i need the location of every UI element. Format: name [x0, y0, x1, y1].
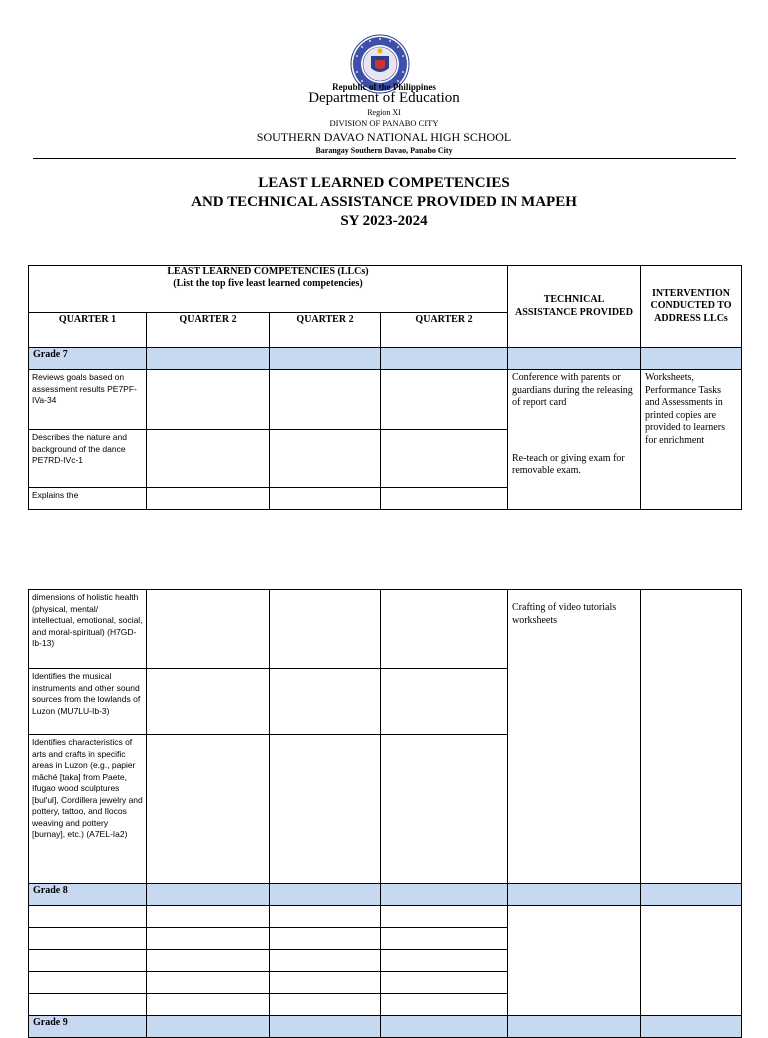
- competency-cell: Describes the nature and background of the dance PE7RD-IVc-1: [29, 430, 147, 488]
- technical-assistance-cell: [508, 370, 641, 510]
- competency-cell: Identifies the musical instruments and other sound sources from the lowlands of Luzon (MU7LU-Ib-3): [29, 669, 147, 735]
- llc-header: [29, 266, 508, 313]
- header-divider: [33, 158, 736, 159]
- grade-9-label: Grade 9: [29, 1016, 147, 1038]
- region-text: Region XI: [367, 108, 401, 117]
- grade-row: [29, 1016, 742, 1038]
- quarter-header-4: QUARTER 2: [381, 313, 508, 348]
- document-title-line2: AND TECHNICAL ASSISTANCE PROVIDED IN MAPEH: [191, 194, 577, 210]
- technical-assistance-item: Re-teach or giving exam for removable exam.: [512, 452, 625, 476]
- llc-table-part1: [28, 265, 742, 510]
- grade-8-label: Grade 8: [29, 884, 147, 906]
- llc-table-part2: [28, 589, 742, 1038]
- document-title-line3: SY 2023-2024: [340, 213, 428, 229]
- intervention-header: INTERVENTION CONDUCTED TO ADDRESS LLCs: [641, 266, 742, 348]
- table-row: [29, 906, 742, 928]
- table-row: [29, 590, 742, 669]
- school-address: Barangay Southern Davao, Panabo City: [315, 146, 453, 155]
- table-row: [29, 370, 742, 430]
- intervention-cell: Worksheets, Performance Tasks and Assessments in printed copies are provided to learners for enrichment: [641, 370, 742, 510]
- quarter-header-1: QUARTER 1: [29, 313, 147, 348]
- department-name: Department of Education: [308, 90, 460, 106]
- llc-header-title: LEAST LEARNED COMPETENCIES (LLCs): [167, 266, 369, 277]
- republic-text: Republic of the Philippines: [332, 82, 436, 92]
- document-title-line1: LEAST LEARNED COMPETENCIES: [258, 175, 510, 191]
- competency-cell: Reviews goals based on assessment results PE7PF-IVa-34: [29, 370, 147, 430]
- grade-row: [29, 348, 742, 370]
- technical-assistance-cell: [508, 906, 641, 1016]
- intervention-cell: [641, 590, 742, 884]
- technical-assistance-item: Conference with parents or guardians during the releasing of report card: [512, 372, 633, 408]
- division-text: DIVISION OF PANABO CITY: [329, 118, 439, 128]
- technical-assistance-header: TECHNICAL ASSISTANCE PROVIDED: [508, 266, 641, 348]
- technical-assistance-cell: Crafting of video tutorials worksheets: [508, 590, 641, 884]
- quarter-header-3: QUARTER 2: [270, 313, 381, 348]
- llc-header-subtitle: (List the top five least learned competencies): [173, 278, 363, 289]
- competency-cell: dimensions of holistic health (physical, mental/ intellectual, emotional, social, and moral-spiritual) (H7GD-Ib-13): [29, 590, 147, 669]
- competency-cell: Identifies characteristics of arts and crafts in specific areas in Luzon (e.g., papier mâché [taka] from Paete, Ifugao wood sculptures [bul'ul], Cordillera jewelry and pottery, tattoo, and Ilocos weaving and pottery [burnay], etc.) (A7EL-Ia2): [29, 735, 147, 884]
- grade-7-label: Grade 7: [29, 348, 147, 370]
- quarter-header-2: QUARTER 2: [147, 313, 270, 348]
- grade-row: [29, 884, 742, 906]
- school-name: SOUTHERN DAVAO NATIONAL HIGH SCHOOL: [256, 130, 512, 144]
- intervention-cell: [641, 906, 742, 1016]
- competency-cell: Explains the: [29, 488, 147, 510]
